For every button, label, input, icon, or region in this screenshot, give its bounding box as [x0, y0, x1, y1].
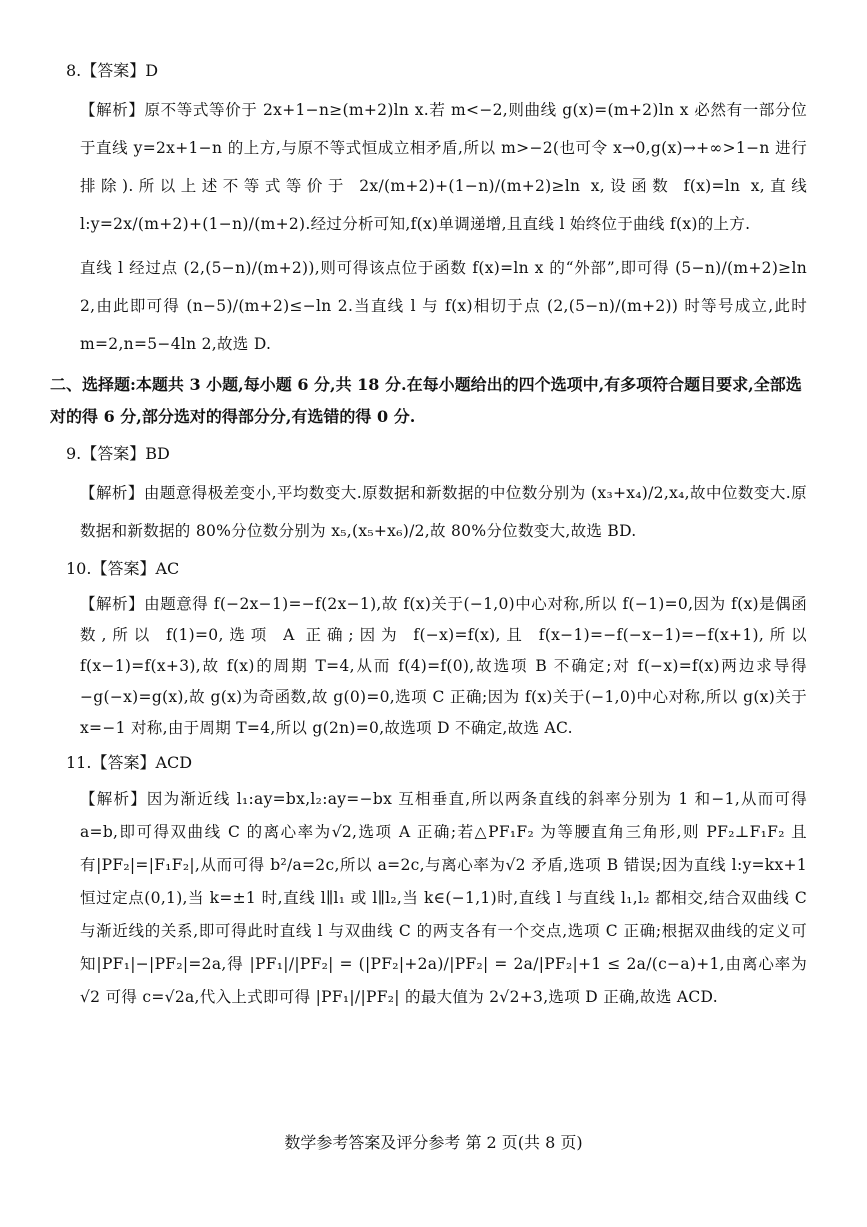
q9-analysis: 【解析】由题意得极差变小,平均数变大.原数据和新数据的中位数分别为 (x₃+x₄)/2,x₄,故中位数变大.原数据和新数据的 80%分位数分别为 x₅,(x₅+x₆)/2,故 80%分位数变大,故选 BD.	[80, 484, 807, 540]
q11-answer-head: 11.【答案】ACD	[66, 753, 193, 772]
q8-analysis-p1: 【解析】原不等式等价于 2x+1−n≥(m+2)ln x.若 m<−2,则曲线 g(x)=(m+2)ln x 必然有一部分位于直线 y=2x+1−n 的上方,与原不等式恒成立相矛盾,所以 m>−2(也可令 x→0,g(x)→+∞>1−n 进行排除).所以上述不等式等价于 2x/(m+2)+(1−n)/(m+2)≥ln x,设函数 f(x)=ln x,直线 l:y=2x/(m+2)+(1−n)/(m+2).经过分析可知,f(x)单调递增,且直线 l 始终位于曲线 f(x)的上方.	[80, 101, 807, 233]
q10-answer-head: 10.【答案】AC	[66, 559, 180, 578]
q9-answer-head: 9.【答案】BD	[66, 444, 170, 463]
q11-analysis: 【解析】因为渐近线 l₁:ay=bx,l₂:ay=−bx 互相垂直,所以两条直线的斜率分别为 1 和−1,从而可得 a=b,即可得双曲线 C 的离心率为√2,选项 A 正确;若△PF₁F₂ 为等腰直角三角形,则 PF₂⊥F₁F₂ 且有|PF₂|=|F₁F₂|,从而可得 b²/a=2c,所以 a=2c,与离心率为√2 矛盾,选项 B 错误;因为直线 l:y=kx+1 恒过定点(0,1),当 k=±1 时,直线 l∥l₁ 或 l∥l₂,当 k∈(−1,1)时,直线 l 与直线 l₁,l₂ 都相交,结合双曲线 C 与渐近线的关系,即可得此时直线 l 与双曲线 C 的两支各有一个交点,选项 C 正确;根据双曲线的定义可知|PF₁|−|PF₂|=2a,得 |PF₁|/|PF₂| = (|PF₂|+2a)/|PF₂| = 2a/|PF₂|+1 ≤ 2a/(c−a)+1,由离心率为√2 可得 c=√2a,代入上式即可得 |PF₁|/|PF₂| 的最大值为 2√2+3,选项 D 正确,故选 ACD.	[80, 790, 807, 1006]
section-2-heading: 二、选择题:本题共 3 小题,每小题 6 分,共 18 分.在每小题给出的四个选项中,有多项符合题目要求,全部选对的得 6 分,部分选对的得部分分,有选错的得 0 分.	[50, 375, 802, 426]
q8-analysis-p2: 直线 l 经过点 (2,(5−n)/(m+2)),则可得该点位于函数 f(x)=ln x 的“外部”,即可得 (5−n)/(m+2)≥ln 2,由此即可得 (n−5)/(m+2)≤−ln 2.当直线 l 与 f(x)相切于点 (2,(5−n)/(m+2)) 时等号成立,此时 m=2,n=5−4ln 2,故选 D.	[80, 259, 807, 353]
q10-analysis: 【解析】由题意得 f(−2x−1)=−f(2x−1),故 f(x)关于(−1,0)中心对称,所以 f(−1)=0,因为 f(x)是偶函数,所以 f(1)=0,选项 A 正确;因为 f(−x)=f(x),且 f(x−1)=−f(−x−1)=−f(x+1),所以 f(x−1)=f(x+3),故 f(x)的周期 T=4,从而 f(4)=f(0),故选项 B 不确定;对 f(−x)=f(x)两边求导得−g(−x)=g(x),故 g(x)为奇函数,故 g(0)=0,选项 C 正确;因为 f(x)关于(−1,0)中心对称,所以 g(x)关于 x=−1 对称,由于周期 T=4,所以 g(2n)=0,故选项 D 不确定,故选 AC.	[80, 595, 807, 737]
page-footer: 数学参考答案及评分参考 第 2 页(共 8 页)	[284, 1133, 583, 1152]
q8-answer-head: 8.【答案】D	[66, 61, 159, 80]
